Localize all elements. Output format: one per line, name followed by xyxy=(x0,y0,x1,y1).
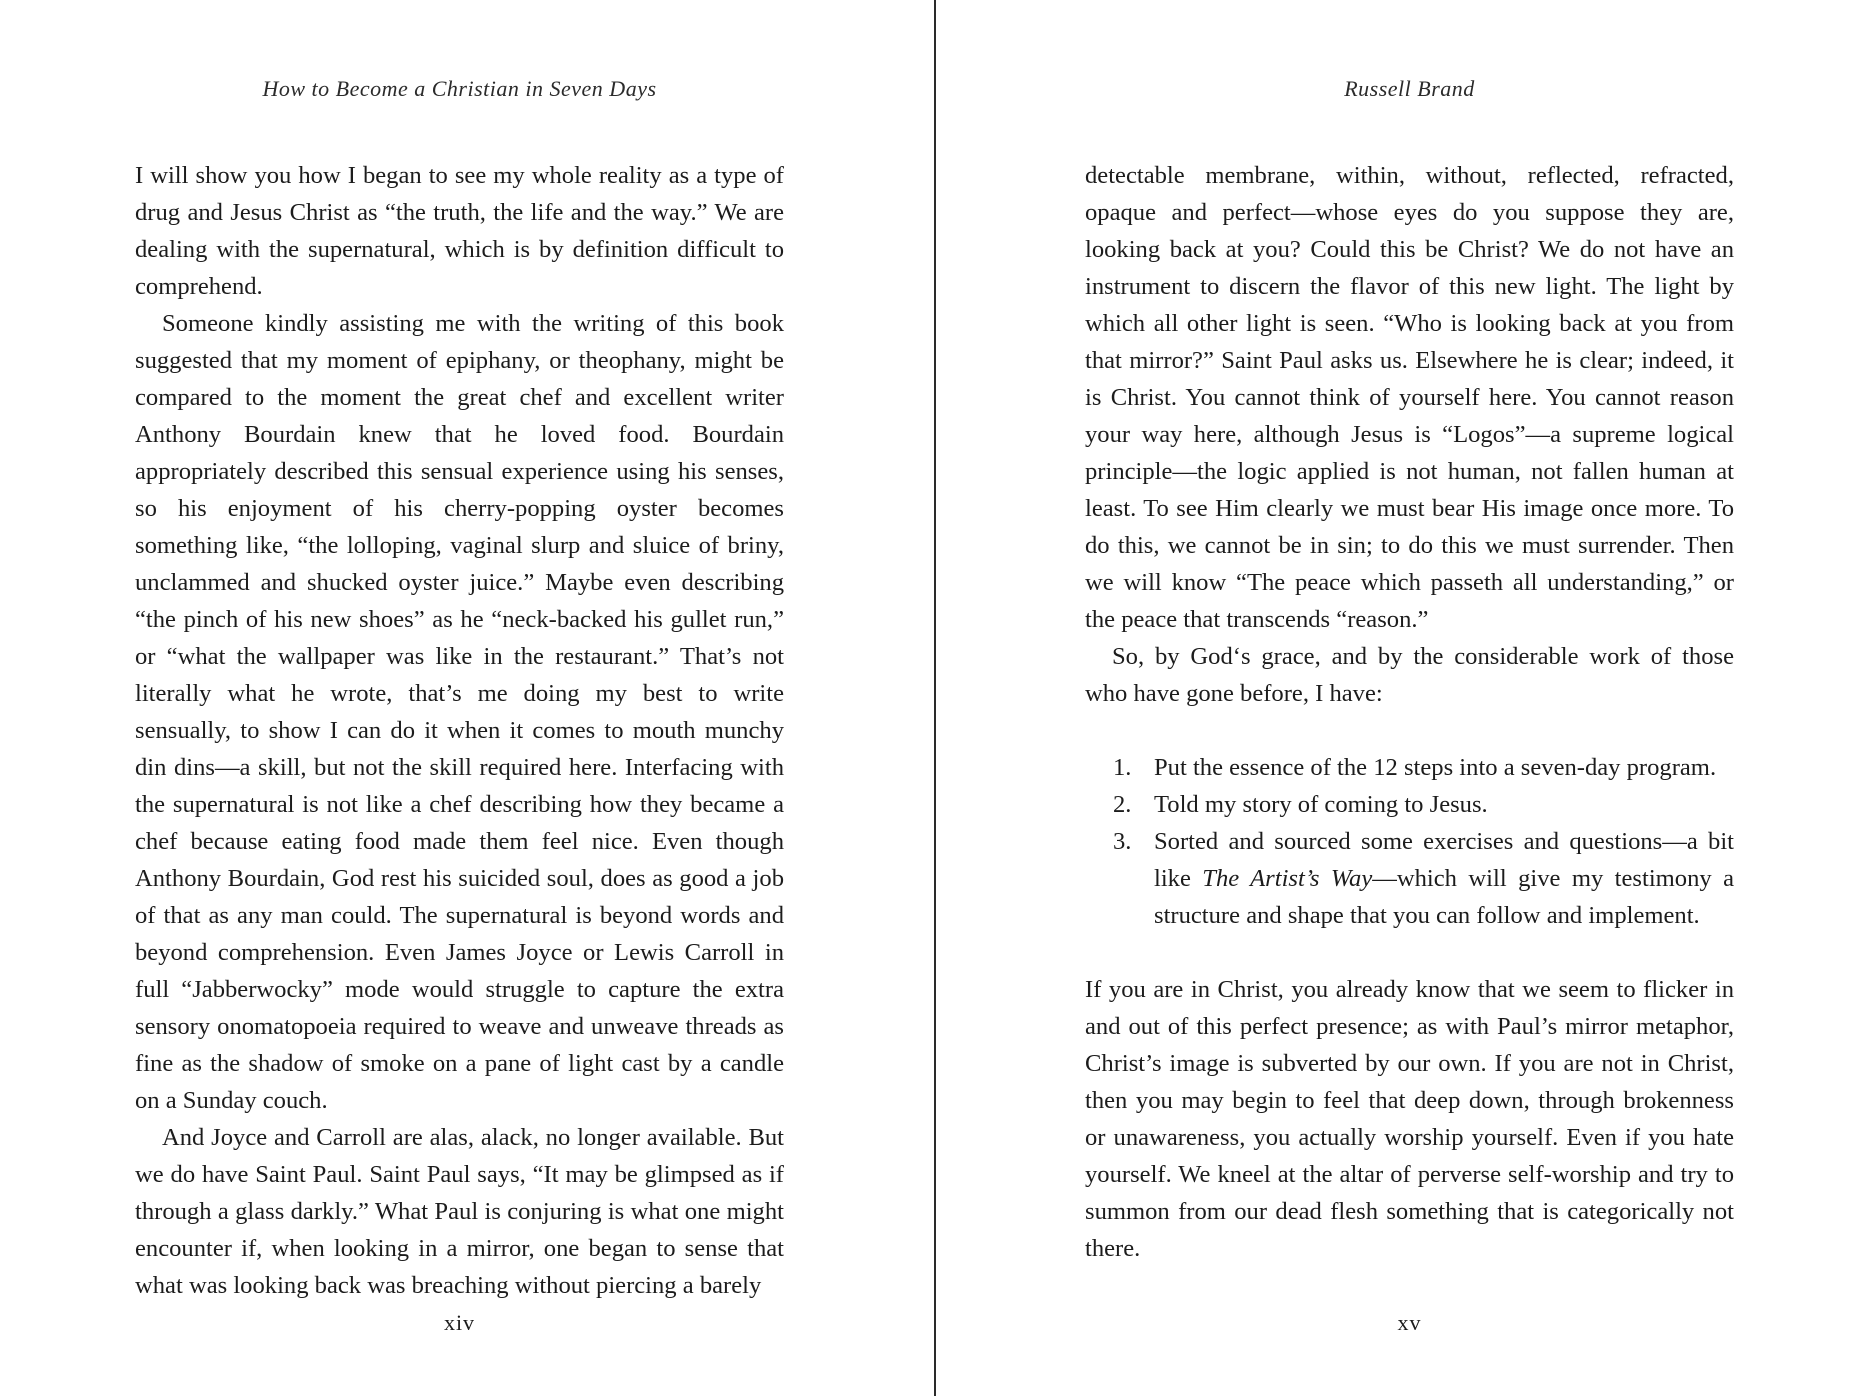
list-item-text: Put the essence of the 12 steps into a seven-day program. xyxy=(1154,754,1717,781)
paragraph: So, by God‘s grace, and by the considerable work of those who have gone before, I have: xyxy=(1085,643,1734,707)
page-number: xiv xyxy=(443,1310,476,1335)
spine-divider xyxy=(934,0,936,1396)
list-item xyxy=(1085,749,1734,786)
left-page xyxy=(135,0,784,1396)
list-number: 1. xyxy=(1113,754,1132,781)
list-number: 2. xyxy=(1113,791,1132,818)
list-number: 3. xyxy=(1113,828,1132,855)
left-page-body xyxy=(135,157,784,1304)
paragraph: If you are in Christ, you already know that we seem to flicker in and out of this perfect presence; as with Paul’s mirror metaphor, Christ’s image is subverted by our own. If you are not in Christ, then you may begin to feel that deep down, through brokenness or unawareness, you actually worship yourself. Even if you hate yourself. We kneel at the altar of perverse self-worship and try to summon from our dead flesh something that is categorically not there. xyxy=(1085,976,1734,1262)
right-page-body xyxy=(1085,157,1734,1267)
list-item-text: Sorted and sourced some exercises and questions—a bit like xyxy=(1154,828,1734,892)
paragraph: Someone kindly assisting me with the writing of this book suggested that my moment of epiphany, or theophany, might be compared to the moment the great chef and excellent writer Anthony Bourdain knew that he loved food. Bourdain appropriately described this sensual experience using his senses, so his enjoyment of his cherry-popping oyster becomes something like, “the lolloping, vaginal slurp and sluice of briny, unclammed and shucked oyster juice.” Maybe even describing “the pinch of his new shoes” as he “neck-backed his gullet run,” or “what the wallpaper was like in the restaurant.” That’s not literally what he wrote, that’s me doing my best to write sensually, to show I can do it when it comes to mouth munchy din dins—a skill, but not the skill required here. Interfacing with the supernatural is not like a chef describing how they became a chef because eating food made them feel nice. Even though Anthony Bourdain, God rest his suicided soul, does as good a job of that as any man could. The supernatural is beyond words and beyond comprehension. Even James Joyce or Lewis Carroll in full “Jabberwocky” mode would struggle to capture the extra sensory onomatopoeia required to weave and unweave threads as fine as the shadow of smoke on a pane of light cast by a candle on a Sunday couch. xyxy=(135,310,784,1114)
list-item xyxy=(1085,786,1734,823)
paragraph: detectable membrane, within, without, reflected, refracted, opaque and perfect—whose eyes do you suppose they are, looking back at you? Could this be Christ? We do not have an instrument to discern the flavor of this new light. The light by which all other light is seen. “Who is looking back at you from that mirror?” Saint Paul asks us. Elsewhere he is clear; indeed, it is Christ. You cannot think of yourself here. You cannot reason your way here, although Jesus is “Logos”—a supreme logical principle—the logic applied is not human, not fallen human at least. To see Him clearly we must bear His image once more. To do this, we cannot be in sin; to do this we must surrender. Then we will know “The peace which passeth all understanding,” or the peace that transcends “reason.” xyxy=(1085,162,1734,633)
list-item-text: Told my story of coming to Jesus. xyxy=(1154,791,1488,818)
running-head-author: Russell Brand xyxy=(1344,76,1475,101)
list-item xyxy=(1085,823,1734,934)
right-page xyxy=(1085,0,1734,1396)
list-item-text: —which will give my testimony a structure and shape that you can follow and implement. xyxy=(1154,865,1734,929)
page-number: xv xyxy=(1397,1310,1422,1335)
running-head-book-title: How to Become a Christian in Seven Days xyxy=(262,76,657,101)
paragraph: And Joyce and Carroll are alas, alack, no longer available. But we do have Saint Paul. Saint Paul says, “It may be glimpsed as if through a glass darkly.” What Paul is conjuring is what one might encounter if, when looking in a mirror, one began to sense that what was looking back was breaching without piercing a barely xyxy=(135,1124,784,1299)
paragraph: I will show you how I began to see my whole reality as a type of drug and Jesus Christ as “the truth, the life and the way.” We are dealing with the supernatural, which is by definition difficult to comprehend. xyxy=(135,162,784,300)
book-title-italic: The Artist’s Way xyxy=(1202,865,1373,892)
numbered-list xyxy=(1085,749,1734,934)
